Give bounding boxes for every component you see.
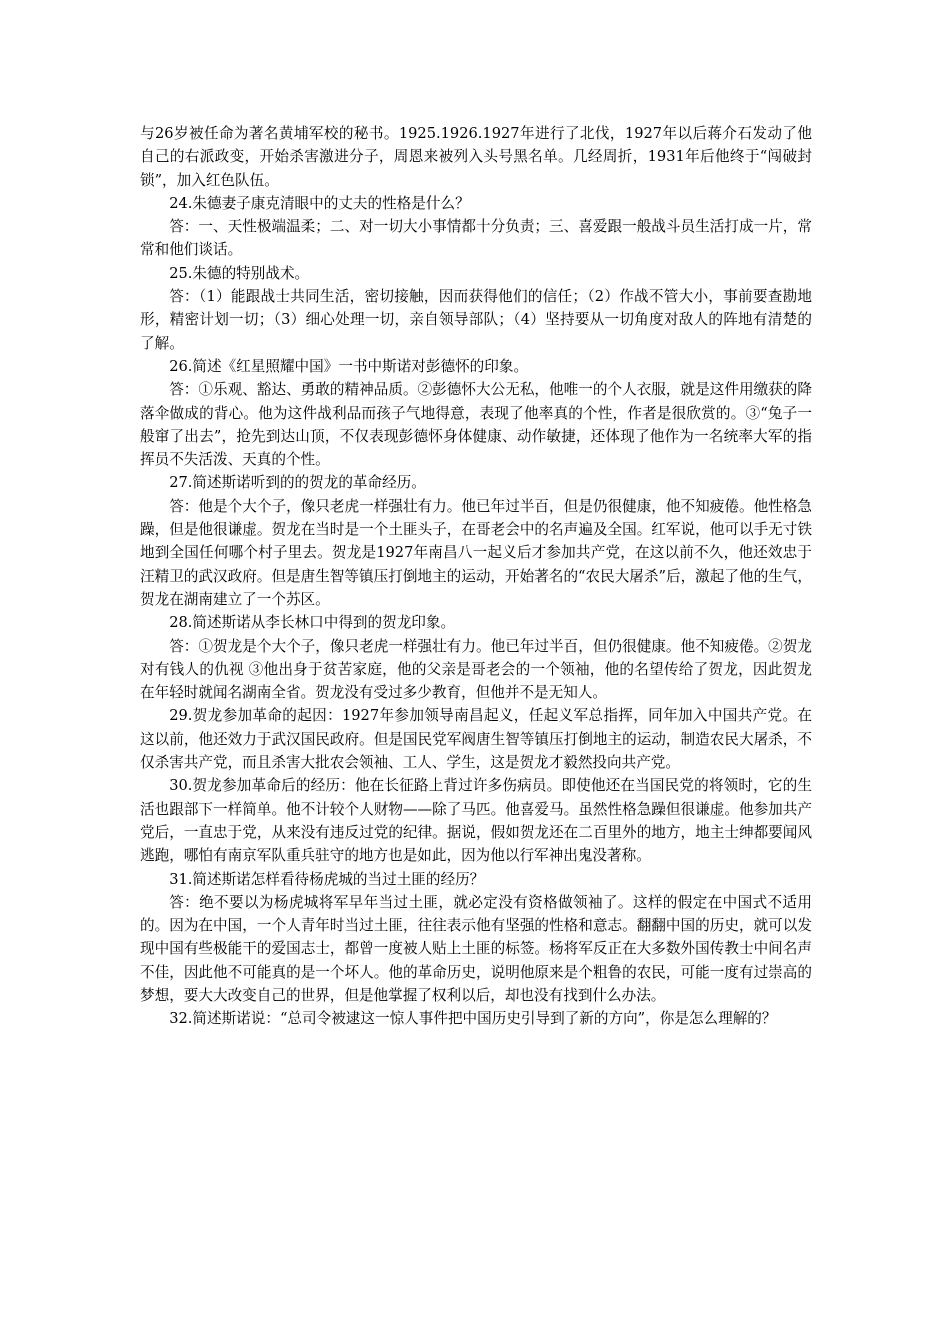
answer-26: 答：①乐观、豁达、勇敢的精神品质。②彭德怀大公无私，他唯一的个人衣服，就是这件用缴获的降落伞做成的背心。他为这件战利品而孩子气地得意，表现了他率真的个性，作者是很欣赏的。③“兔子一般窜了出去”，抢先到达山顶，不仅表现彭德怀身体健康、动作敏捷，还体现了他作为一名统率大军的指挥员不失活泼、天真的个性。 [140, 381, 812, 469]
answer-31: 答：绝不要以为杨虎城将军早年当过土匪，就必定没有资格做领袖了。这样的假定在中国式不适用的。因为在中国，一个人青年时当过土匪，往往表示他有坚强的性格和意志。翻翻中国的历史，就可以发现中国有些极能干的爱国志士，都曾一度被人贴上土匪的标签。杨将军反正在大多数外国传教士中间名声不佳，因此他不可能真的是一个坏人。他的革命历史，说明他原来是个粗鲁的农民，可能一度有过崇高的梦想，要大大改变自己的世界，但是他掌握了权利以后，却也没有找到什么办法。 [140, 893, 812, 1004]
item-29: 29.贺龙参加革命的起因：1927年参加领导南昌起义，任起义军总指挥，同年加入中国共产党。在这以前，他还效力于武汉国民政府。但是国民党军阀唐生智等镇压打倒地主的运动，制造农民大屠杀，不仅杀害共产党，而且杀害大批农会领袖、工人、学生，这是贺龙才毅然投向共产党。 [140, 707, 812, 772]
paragraph-zhou-enlai-continued: 与26岁被任命为著名黄埔军校的秘书。1925.1926.1927年进行了北伐，1927年以后蒋介石发动了他自己的右派政变，开始杀害激进分子，周恩来被列入头号黑名单。几经周折，1931年后他终于“闯破封锁”，加入红色队伍。 [140, 125, 812, 189]
question-27: 27.简述斯诺听到的的贺龙的革命经历。 [169, 474, 426, 492]
question-31: 31.简述斯诺怎样看待杨虎城的当过土匪的经历？ [169, 870, 485, 888]
question-25: 25.朱德的特别战术。 [169, 264, 310, 282]
answer-27: 答：他是个大个子，像只老虎一样强壮有力。他已年过半百，但是仍很健康，他不知疲倦。他性格急躁，但是他很谦虚。贺龙在当时是一个土匪头子，在哥老会中的名声遍及全国。红军说，他可以手无寸铁地到全国任何哪个村子里去。贺龙是1927年南昌八一起义后才参加共产党，在这以前不久，他还效忠于汪精卫的武汉政府。但是唐生智等镇压打倒地主的运动，开始著名的“农民大屠杀”后，激起了他的生气，贺龙在湖南建立了一个苏区。 [140, 497, 812, 608]
question-24: 24.朱德妻子康克清眼中的丈夫的性格是什么？ [169, 194, 470, 212]
question-28: 28.简述斯诺从李长林口中得到的贺龙印象。 [169, 614, 456, 632]
answer-24: 答：一、天性极端温柔；二、对一切大小事情都十分负责；三、喜爱跟一般战斗员生活打成一片，常常和他们谈话。 [140, 218, 812, 259]
document-page [140, 122, 812, 1031]
answer-28: 答：①贺龙是个大个子，像只老虎一样强壮有力。他已年过半百，但仍很健康。他不知疲倦。②贺龙对有钱人的仇视 ③他出身于贫苦家庭，他的父亲是哥老会的一个领袖，他的名望传给了贺龙，因此贺龙在年轻时就闻名湖南全省。贺龙没有受过多少教育，但他并不是无知人。 [140, 637, 812, 702]
question-26: 26.简述《红星照耀中国》一书中斯诺对彭德怀的印象。 [169, 357, 529, 375]
answer-25: 答：（1）能跟战士共同生活，密切接触，因而获得他们的信任；（2）作战不管大小，事前要查勘地形，精密计划一切；（3）细心处理一切，亲自领导部队；（4）坚持要从一切角度对敌人的阵地有清楚的了解。 [140, 288, 812, 352]
item-30: 30.贺龙参加革命后的经历：他在长征路上背过许多伤病员。即使他还在当国民党的将领时，它的生活也跟部下一样简单。他不计较个人财物——除了马匹。他喜爱马。虽然性格急躁但很谦虚。他参加共产党后，一直忠于党，从来没有违反过党的纪律。据说，假如贺龙还在二百里外的地方，地主士绅都要闻风逃跑，哪怕有南京军队重兵驻守的地方也是如此，因为他以行军神出鬼没著称。 [140, 777, 812, 865]
question-32: 32.简述斯诺说：“总司令被逮这一惊人事件把中国历史引导到了新的方向”，你是怎么理解的？ [169, 1010, 777, 1028]
